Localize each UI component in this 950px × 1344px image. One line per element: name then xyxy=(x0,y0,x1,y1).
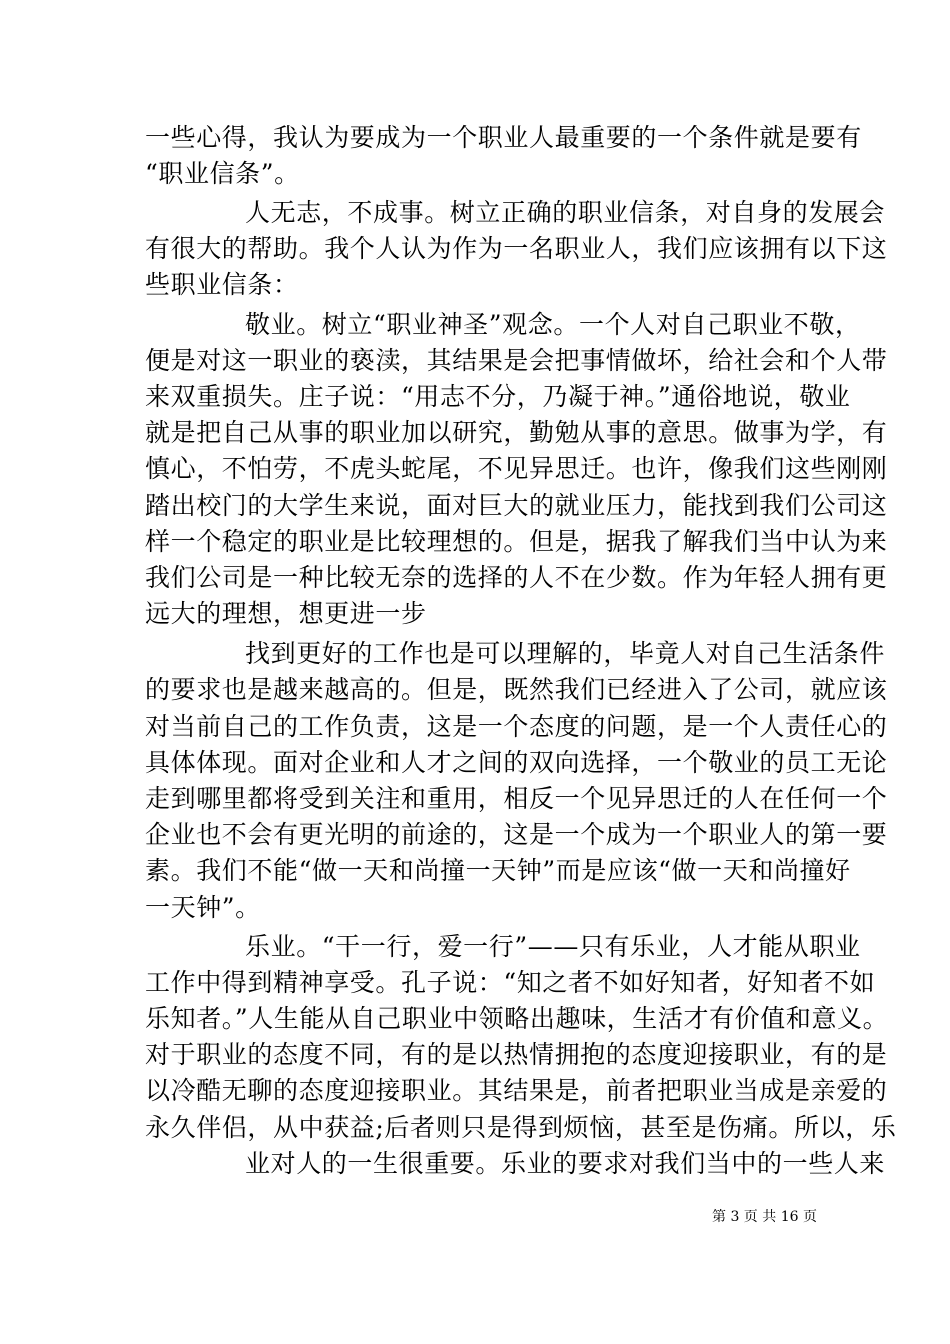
text-line: 些职业信条： xyxy=(145,270,299,299)
text-line: 走到哪里都将受到关注和重用，相反一个见异思迁的人在任何一个 xyxy=(145,784,888,813)
text-line: 就是把自己从事的职业加以研究，勤勉从事的意思。做事为学，有 xyxy=(145,418,888,447)
text-line: 工作中得到精神享受。孔子说：“知之者不如好知者，好知者不如 xyxy=(145,968,876,997)
text-line: 的要求也是越来越高的。但是，既然我们已经进入了公司，就应该 xyxy=(145,675,888,704)
page-number-footer: 第 3 页 共 16 页 xyxy=(712,1209,817,1225)
text-line: 对当前自己的工作负责，这是一个态度的问题，是一个人责任心的 xyxy=(145,712,888,741)
text-line: 企业也不会有更光明的前途的，这是一个成为一个职业人的第一要 xyxy=(145,820,888,849)
text-line: 素。我们不能“做一天和尚撞一天钟”而是应该“做一天和尚撞好 xyxy=(145,856,851,885)
text-line: 远大的理想，想更进一步 xyxy=(145,599,427,628)
text-line: 以冷酷无聊的态度迎接职业。其结果是，前者把职业当成是亲爱的 xyxy=(145,1076,888,1105)
text-line: “职业信条”。 xyxy=(145,159,300,188)
text-line: 我们公司是一种比较无奈的选择的人不在少数。作为年轻人拥有更 xyxy=(145,563,888,592)
text-line: 具体体现。面对企业和人才之间的双向选择，一个敬业的员工无论 xyxy=(145,748,888,777)
text-line: 乐知者。”人生能从自己职业中领略出趣味，生活才有价值和意义。 xyxy=(145,1004,889,1033)
text-line: 对于职业的态度不同，有的是以热情拥抱的态度迎接职业，有的是 xyxy=(145,1040,888,1069)
text-line: 人无志，不成事。树立正确的职业信条，对自身的发展会 xyxy=(245,198,886,227)
text-line: 便是对这一职业的亵渎，其结果是会把事情做坏，给社会和个人带 xyxy=(145,346,888,375)
text-line: 来双重损失。庄子说：“用志不分，乃凝于神。”通俗地说，敬业 xyxy=(145,382,851,411)
text-line: 找到更好的工作也是可以理解的，毕竟人对自己生活条件 xyxy=(245,639,886,668)
text-line: 乐业。“干一行，爱一行”——只有乐业，人才能从职业 xyxy=(245,932,861,961)
text-line: 样一个稳定的职业是比较理想的。但是，据我了解我们当中认为来 xyxy=(145,527,888,556)
text-line: 业对人的一生很重要。乐业的要求对我们当中的一些人来 xyxy=(245,1149,886,1178)
text-line: 敬业。树立“职业神圣”观念。一个人对自己职业不敬， xyxy=(245,310,861,339)
text-line: 一天钟”。 xyxy=(145,893,261,922)
text-line: 踏出校门的大学生来说，面对巨大的就业压力，能找到我们公司这 xyxy=(145,491,888,520)
text-line: 慎心，不怕劳，不虎头蛇尾，不见异思迁。也许，像我们这些刚刚 xyxy=(145,454,888,483)
text-line: 永久伴侣，从中获益;后者则只是得到烦恼，甚至是伤痛。所以，乐 xyxy=(145,1113,897,1142)
text-line: 有很大的帮助。我个人认为作为一名职业人，我们应该拥有以下这 xyxy=(145,234,888,263)
text-line: 一些心得，我认为要成为一个职业人最重要的一个条件就是要有 xyxy=(145,123,862,152)
